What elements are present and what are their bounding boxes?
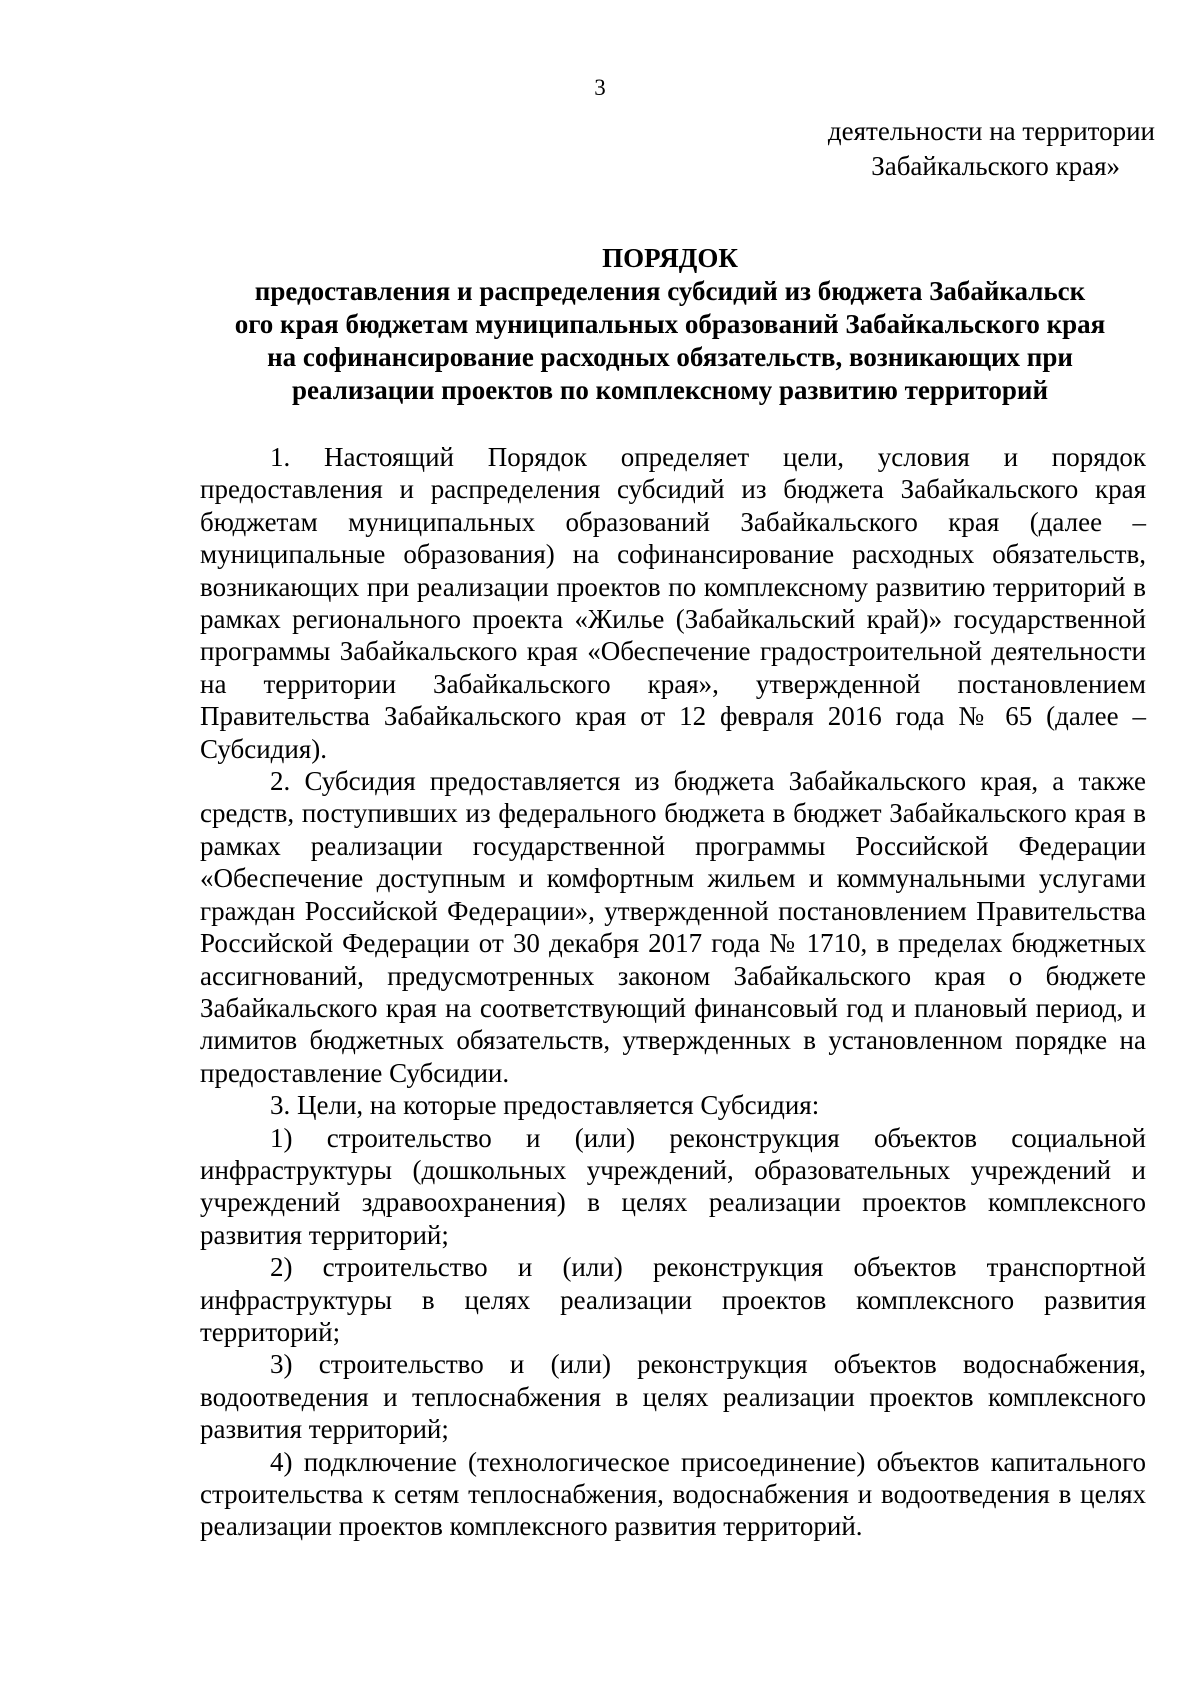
header-line: Забайкальского края» <box>871 151 1120 181</box>
title-subtitle-line: предоставления и распределения субсидий из бюджета Забайкальск <box>254 276 1086 306</box>
document-title <box>190 242 1150 407</box>
list-item: 4) подключение (технологическое присоединение) объектов капитального строительства к сетям теплоснабжения, водоснабжения и водоотведения в целях реализации проектов комплексного развития территорий. <box>200 1446 1146 1542</box>
list-item: 1) строительство и (или) реконструкция объектов социальной инфраструктуры (дошкольных учреждений, образовательных учреждений и учреждений здравоохранения) в целях реализации проектов комплексного развития территорий; <box>200 1122 1146 1250</box>
page-number: 3 <box>594 75 606 100</box>
title-subtitle-line: на софинансирование расходных обязательств, возникающих при <box>267 342 1073 372</box>
document-body <box>200 441 1146 1543</box>
list-item: 3) строительство и (или) реконструкция объектов водоснабжения, водоотведения и теплоснабжения в целях реализации проектов комплексного развития территорий; <box>200 1349 1146 1445</box>
header-continuation <box>700 114 1160 184</box>
paragraph: 3. Цели, на которые предоставляется Субсидия: <box>270 1090 820 1121</box>
list-item: 2) строительство и (или) реконструкция объектов транспортной инфраструктуры в целях реализации проектов комплексного развития территорий; <box>200 1252 1146 1347</box>
paragraph: 2. Субсидия предоставляется из бюджета Забайкальского края, а также средств, поступивших из федерального бюджета в бюджет Забайкальского края в рамках реализации государственной программы Российской Федерации «Обеспечение доступным и комфортным жильем и коммунальными услугами граждан Российской Федерации», утвержденной постановлением Правительства Российской Федерации от 30 декабря 2017 года № 1710, в пределах бюджетных ассигнований, предусмотренных законом Забайкальского края о бюджете Забайкальского края на соответствующий финансовый год и плановый период, и лимитов бюджетных обязательств, утвержденных в установленном порядке на предоставление Субсидии. <box>200 766 1146 1088</box>
header-line: деятельности на территории <box>827 116 1155 146</box>
title-subtitle-line: ого края бюджетам муниципальных образований Забайкальского края <box>234 309 1106 339</box>
paragraph: 1. Настоящий Порядок определяет цели, условия и порядок предоставления и распределения субсидий из бюджета Забайкальского края бюджетам муниципальных образований Забайкальского края (далее – муниципальные образования) на софинансирование расходных обязательств, возникающих при реализации проектов по комплексному развитию территорий в рамках регионального проекта «Жилье (Забайкальский край)» государственной программы Забайкальского края «Обеспечение градостроительной деятельности на территории Забайкальского края», утвержденной постановлением Правительства Забайкальского края от 12 февраля 2016 года № 65 (далее – Субсидия). <box>200 442 1146 764</box>
title-heading: ПОРЯДОК <box>602 243 738 273</box>
title-subtitle-line: реализации проектов по комплексному развитию территорий <box>291 375 1049 405</box>
